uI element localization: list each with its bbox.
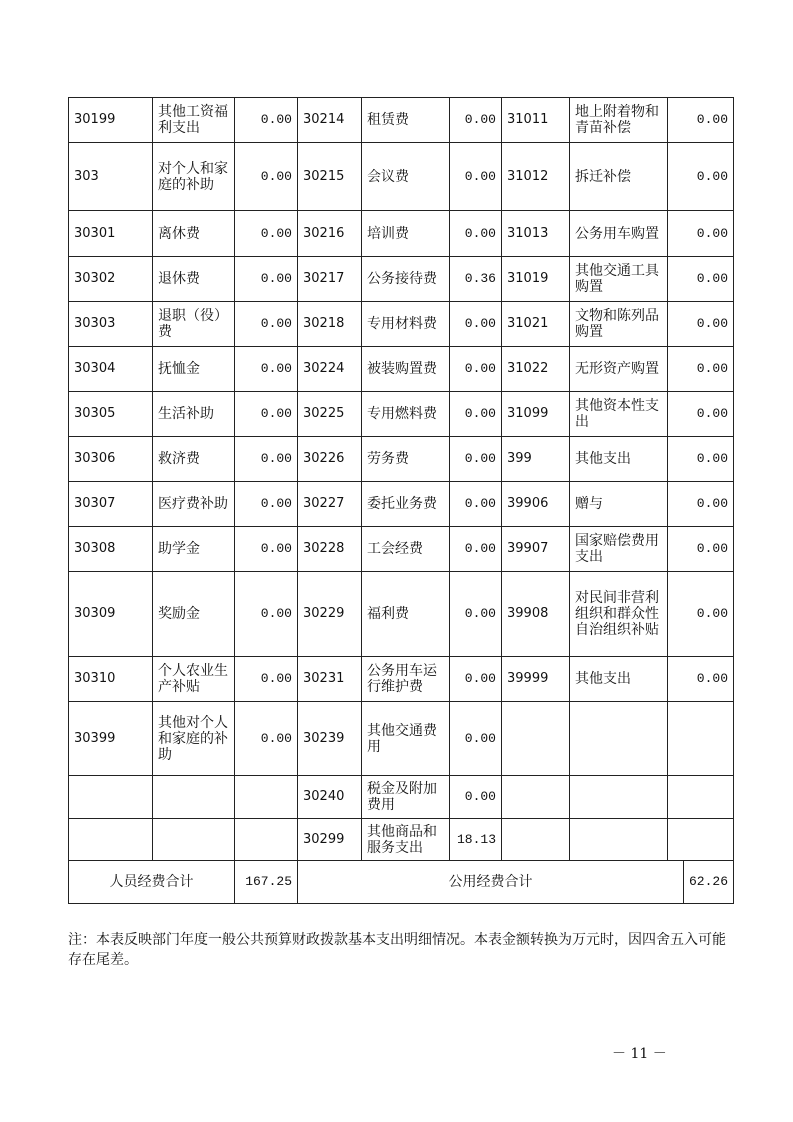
code-cell-personnel: 303 <box>69 143 153 211</box>
table-row <box>69 702 734 776</box>
code-cell-personnel: 30303 <box>69 302 153 347</box>
item-name-goods: 被装购置费 <box>362 347 450 392</box>
code-cell-capital: 31012 <box>502 143 570 211</box>
code-cell-capital: 31022 <box>502 347 570 392</box>
table-note: 注：本表反映部门年度一般公共预算财政拨款基本支出明细情况。本表金额转换为万元时，因四舍五入可能存在尾差。 <box>68 932 726 968</box>
amount-personnel: 0.00 <box>235 572 298 657</box>
table-row <box>69 572 734 657</box>
item-name-capital: 赠与 <box>570 482 668 527</box>
item-name-capital: 其他支出 <box>570 437 668 482</box>
code-cell-goods: 30228 <box>298 527 362 572</box>
code-cell-capital <box>502 702 570 776</box>
code-cell-goods: 30231 <box>298 657 362 702</box>
totals-row <box>69 861 734 904</box>
table-row <box>69 437 734 482</box>
item-name-goods: 税金及附加费用 <box>362 776 450 819</box>
code-cell-capital: 39908 <box>502 572 570 657</box>
table-row <box>69 392 734 437</box>
amount-goods: 0.00 <box>450 98 502 143</box>
code-cell-personnel: 30307 <box>69 482 153 527</box>
item-name-personnel: 医疗费补助 <box>153 482 235 527</box>
item-name-goods: 专用材料费 <box>362 302 450 347</box>
amount-capital: 0.00 <box>668 98 734 143</box>
amount-goods: 0.00 <box>450 143 502 211</box>
item-name-goods: 会议费 <box>362 143 450 211</box>
code-cell-goods: 30299 <box>298 819 362 861</box>
amount-goods: 0.00 <box>450 392 502 437</box>
amount-capital: 0.00 <box>668 211 734 257</box>
item-name-goods: 其他交通费用 <box>362 702 450 776</box>
item-name-goods: 劳务费 <box>362 437 450 482</box>
code-cell-capital: 31099 <box>502 392 570 437</box>
code-cell-capital: 31019 <box>502 257 570 302</box>
code-cell-capital: 39999 <box>502 657 570 702</box>
personnel-total-value: 167.25 <box>235 861 298 904</box>
amount-personnel: 0.00 <box>235 392 298 437</box>
amount-capital: 0.00 <box>668 392 734 437</box>
item-name-capital: 拆迁补偿 <box>570 143 668 211</box>
amount-goods: 0.36 <box>450 257 502 302</box>
amount-personnel: 0.00 <box>235 302 298 347</box>
amount-goods: 0.00 <box>450 776 502 819</box>
code-cell-personnel: 30310 <box>69 657 153 702</box>
code-cell-capital: 399 <box>502 437 570 482</box>
code-cell-goods: 30227 <box>298 482 362 527</box>
code-cell-capital <box>502 819 570 861</box>
item-name-goods: 委托业务费 <box>362 482 450 527</box>
item-name-personnel: 助学金 <box>153 527 235 572</box>
item-name-capital: 其他交通工具购置 <box>570 257 668 302</box>
amount-personnel: 0.00 <box>235 257 298 302</box>
item-name-personnel: 抚恤金 <box>153 347 235 392</box>
public-total-value: 62.26 <box>684 861 734 904</box>
item-name-capital: 其他支出 <box>570 657 668 702</box>
item-name-personnel: 其他对个人和家庭的补助 <box>153 702 235 776</box>
code-cell-personnel: 30304 <box>69 347 153 392</box>
code-cell-goods: 30229 <box>298 572 362 657</box>
code-cell-goods: 30218 <box>298 302 362 347</box>
code-cell-personnel: 30199 <box>69 98 153 143</box>
amount-capital: 0.00 <box>668 143 734 211</box>
code-cell-capital: 39907 <box>502 527 570 572</box>
amount-goods: 0.00 <box>450 437 502 482</box>
code-cell-goods: 30217 <box>298 257 362 302</box>
amount-personnel: 0.00 <box>235 702 298 776</box>
expenditure-table <box>68 97 734 904</box>
public-total-label: 公用经费合计 <box>298 861 684 904</box>
item-name-personnel: 离休费 <box>153 211 235 257</box>
code-cell-capital: 31011 <box>502 98 570 143</box>
amount-goods: 0.00 <box>450 211 502 257</box>
amount-capital: 0.00 <box>668 347 734 392</box>
item-name-goods: 福利费 <box>362 572 450 657</box>
item-name-capital: 文物和陈列品购置 <box>570 302 668 347</box>
table-row <box>69 347 734 392</box>
amount-personnel: 0.00 <box>235 657 298 702</box>
page-number: － 11 － <box>612 1046 667 1062</box>
item-name-personnel: 退职（役）费 <box>153 302 235 347</box>
code-cell-personnel <box>69 819 153 861</box>
item-name-capital: 国家赔偿费用支出 <box>570 527 668 572</box>
code-cell-capital: 31013 <box>502 211 570 257</box>
item-name-goods: 公务接待费 <box>362 257 450 302</box>
amount-goods: 0.00 <box>450 482 502 527</box>
amount-capital: 0.00 <box>668 257 734 302</box>
amount-personnel <box>235 776 298 819</box>
amount-personnel: 0.00 <box>235 437 298 482</box>
code-cell-capital <box>502 776 570 819</box>
amount-goods: 0.00 <box>450 657 502 702</box>
amount-personnel: 0.00 <box>235 527 298 572</box>
item-name-personnel: 其他工资福利支出 <box>153 98 235 143</box>
item-name-goods: 其他商品和服务支出 <box>362 819 450 861</box>
code-cell-personnel: 30306 <box>69 437 153 482</box>
code-cell-personnel: 30308 <box>69 527 153 572</box>
table-row <box>69 211 734 257</box>
item-name-personnel: 生活补助 <box>153 392 235 437</box>
amount-personnel: 0.00 <box>235 482 298 527</box>
amount-personnel <box>235 819 298 861</box>
item-name-capital: 其他资本性支出 <box>570 392 668 437</box>
code-cell-goods: 30224 <box>298 347 362 392</box>
amount-goods: 0.00 <box>450 702 502 776</box>
item-name-personnel: 奖励金 <box>153 572 235 657</box>
code-cell-goods: 30226 <box>298 437 362 482</box>
code-cell-goods: 30225 <box>298 392 362 437</box>
amount-capital: 0.00 <box>668 657 734 702</box>
amount-capital: 0.00 <box>668 437 734 482</box>
table-row <box>69 482 734 527</box>
amount-personnel: 0.00 <box>235 211 298 257</box>
item-name-capital: 公务用车购置 <box>570 211 668 257</box>
code-cell-personnel: 30399 <box>69 702 153 776</box>
table-row <box>69 257 734 302</box>
amount-goods: 0.00 <box>450 302 502 347</box>
code-cell-capital: 39906 <box>502 482 570 527</box>
amount-capital: 0.00 <box>668 482 734 527</box>
amount-goods: 0.00 <box>450 527 502 572</box>
item-name-capital <box>570 776 668 819</box>
code-cell-personnel: 30309 <box>69 572 153 657</box>
code-cell-goods: 30214 <box>298 98 362 143</box>
item-name-goods: 专用燃料费 <box>362 392 450 437</box>
item-name-personnel: 对个人和家庭的补助 <box>153 143 235 211</box>
item-name-personnel: 退休费 <box>153 257 235 302</box>
code-cell-personnel <box>69 776 153 819</box>
code-cell-personnel: 30302 <box>69 257 153 302</box>
table-row <box>69 302 734 347</box>
code-cell-personnel: 30301 <box>69 211 153 257</box>
amount-personnel: 0.00 <box>235 143 298 211</box>
item-name-goods: 工会经费 <box>362 527 450 572</box>
item-name-goods: 培训费 <box>362 211 450 257</box>
item-name-goods: 租赁费 <box>362 98 450 143</box>
table-row <box>69 819 734 861</box>
table-row <box>69 776 734 819</box>
amount-capital: 0.00 <box>668 302 734 347</box>
item-name-capital: 地上附着物和青苗补偿 <box>570 98 668 143</box>
code-cell-goods: 30239 <box>298 702 362 776</box>
item-name-capital <box>570 819 668 861</box>
code-cell-goods: 30215 <box>298 143 362 211</box>
amount-personnel: 0.00 <box>235 98 298 143</box>
personnel-total-label: 人员经费合计 <box>69 861 235 904</box>
item-name-capital: 无形资产购置 <box>570 347 668 392</box>
amount-capital <box>668 702 734 776</box>
amount-capital: 0.00 <box>668 527 734 572</box>
amount-capital <box>668 819 734 861</box>
code-cell-personnel: 30305 <box>69 392 153 437</box>
item-name-personnel: 个人农业生产补贴 <box>153 657 235 702</box>
item-name-personnel: 救济费 <box>153 437 235 482</box>
code-cell-capital: 31021 <box>502 302 570 347</box>
amount-goods: 0.00 <box>450 347 502 392</box>
amount-personnel: 0.00 <box>235 347 298 392</box>
item-name-personnel <box>153 776 235 819</box>
amount-capital: 0.00 <box>668 572 734 657</box>
table-row <box>69 143 734 211</box>
item-name-capital <box>570 702 668 776</box>
item-name-personnel <box>153 819 235 861</box>
item-name-capital: 对民间非营利组织和群众性自治组织补贴 <box>570 572 668 657</box>
code-cell-goods: 30216 <box>298 211 362 257</box>
table-row <box>69 527 734 572</box>
item-name-goods: 公务用车运行维护费 <box>362 657 450 702</box>
table-row <box>69 98 734 143</box>
table-row <box>69 657 734 702</box>
amount-goods: 18.13 <box>450 819 502 861</box>
amount-capital <box>668 776 734 819</box>
amount-goods: 0.00 <box>450 572 502 657</box>
code-cell-goods: 30240 <box>298 776 362 819</box>
